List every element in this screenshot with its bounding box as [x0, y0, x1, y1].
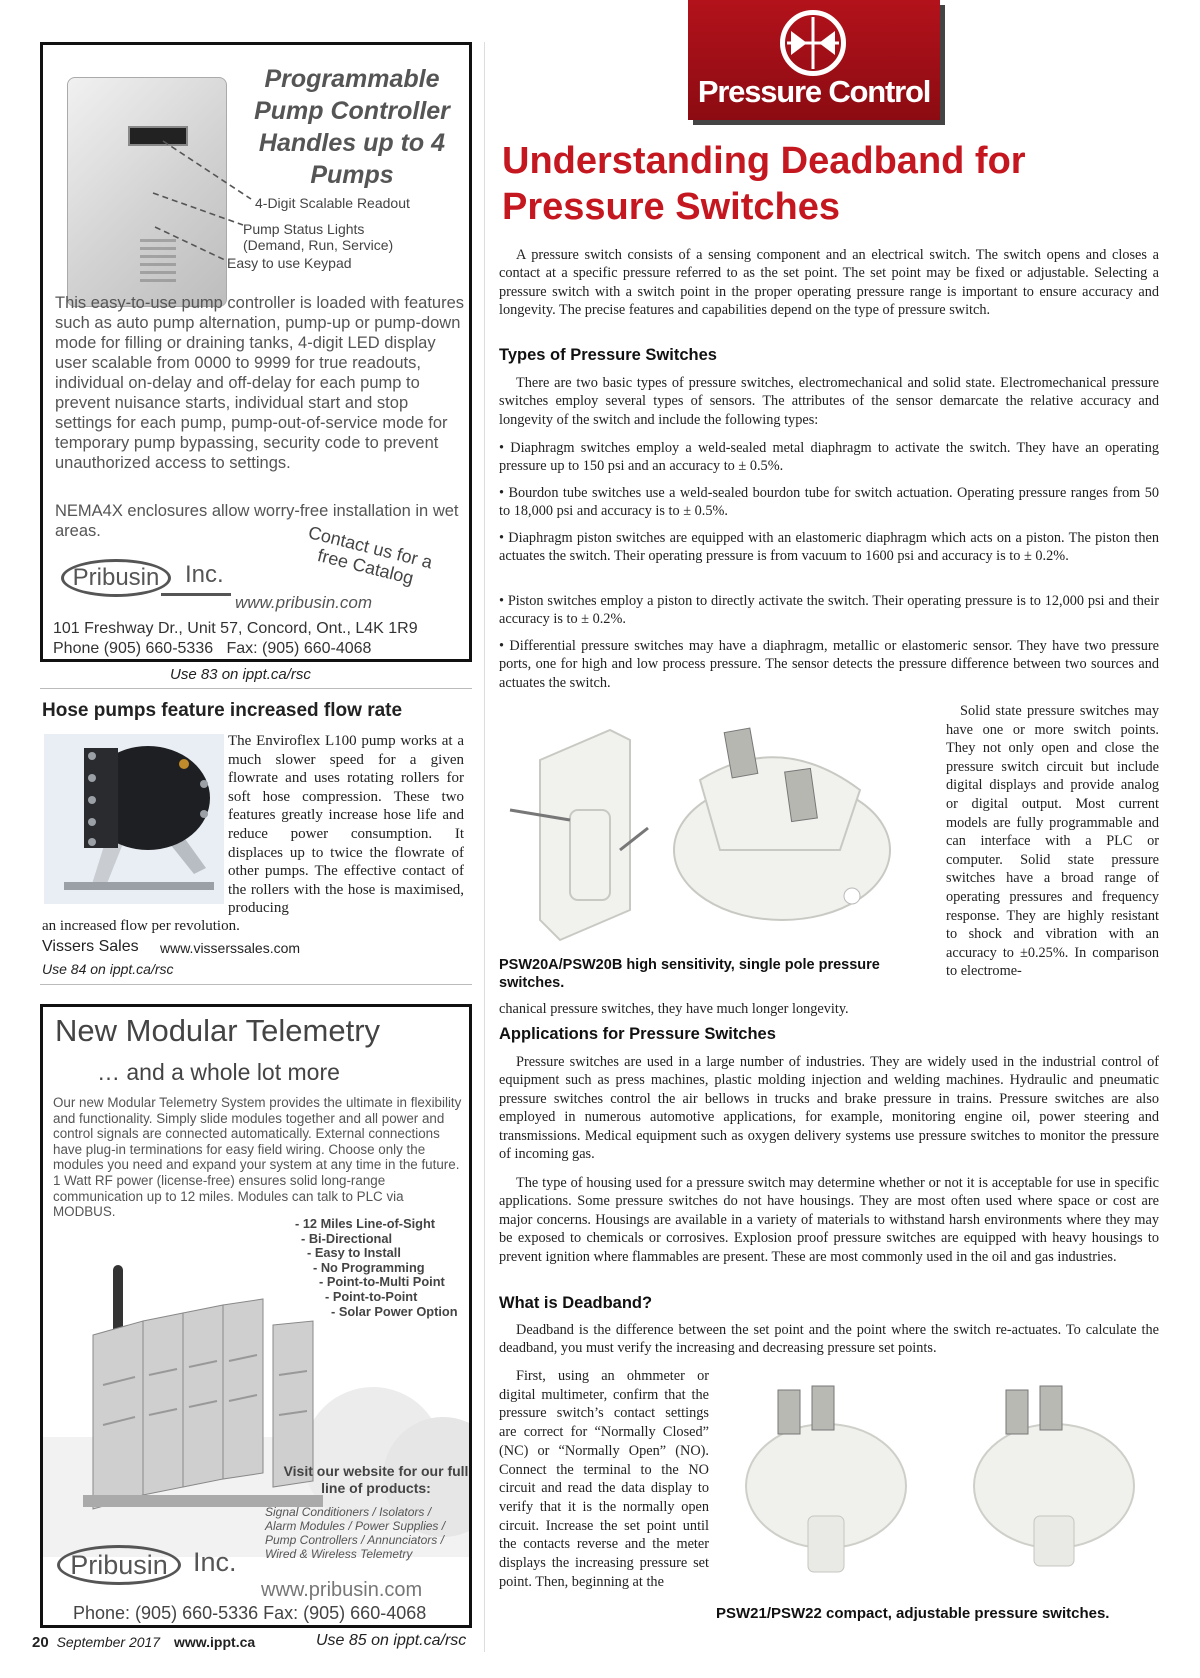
- telemetry-subtitle: … and a whole lot more: [97, 1059, 340, 1085]
- heading-types: Types of Pressure Switches: [499, 346, 717, 364]
- bullet-item: • Differential pressure switches may have a diaphragm, metallic or elastomeric sensor. They have two pressure ports, one for high and low process pressure. The sensor detects the pressure difference between two sources and actuates the switch.: [499, 638, 1159, 691]
- ad-nema: NEMA4X enclosures allow worry-free installation in wet areas.: [55, 502, 459, 540]
- pribusin-logo-suffix: Inc.: [185, 561, 224, 588]
- section-name: Pressure Control: [697, 74, 931, 109]
- ad-address: 101 Freshway Dr., Unit 57, Concord, Ont., L4K 1R9 Phone (905) 660-5336 Fax: (905) 660-4068: [53, 620, 418, 657]
- procedure-paragraph: First, using an ohmmeter or digital multimeter, confirm that the pressure switch’s contact settings are correct for “Normally Closed” (NC) or “Normally Open” (NO). Connect the terminal to the NO circuit and read the data display to verify that it is the normally open circuit. Increase the set point until the contacts reverse and the meter displays the increasing pressure set point. Then, beginning at the: [499, 1368, 709, 1590]
- feature-item: - No Programming: [313, 1259, 425, 1275]
- solid-state-continued: chanical pressure switches, they have much longer longevity.: [499, 1001, 849, 1017]
- feature-item: - Solar Power Option: [331, 1303, 458, 1319]
- housing-paragraph: The type of housing used for a pressure switch may determine whether or not it is acceptable for use in specific applications. Some pressure switches do not have housings. They are most often used where space or cost are major concerns. Housings are available in a variety of materials to withstand harsh environments where they may be exposed to chemicals or corrosives. Explosion proof pressure switches are equipped with heavy housings to prevent ignition where flammables are present. These are most commonly used in the oil and gas industries.: [499, 1175, 1159, 1265]
- ad-headline: Programmable Pump Controller Handles up to 4 Pumps: [254, 65, 450, 189]
- heading-applications: Applications for Pressure Switches: [499, 1025, 776, 1043]
- types-paragraph: There are two basic types of pressure switches, electromechanical and solid state. Electromechanical pressure switches employ several types of sensors. The attributes of the sensor demarcate the relative accuracy and longevity of the switch and include the following types:: [499, 375, 1159, 428]
- telemetry-visit: Visit our website for our full line of products:: [283, 1463, 469, 1496]
- feature-item: - Point-to-Multi Point: [319, 1274, 445, 1290]
- bullet-item: • Piston switches employ a piston to directly activate the switch. Their operating pressure is to 12,000 psi and their accuracy is to ± 0.2%.: [499, 593, 1159, 628]
- hose-title: Hose pumps feature increased flow rate: [42, 700, 403, 721]
- hose-text-end: an increased flow per revolution.: [42, 918, 240, 934]
- ad-website[interactable]: www.pribusin.com: [235, 593, 372, 612]
- hose-website[interactable]: www.visserssales.com: [160, 940, 301, 956]
- pump-controller-ad: [40, 42, 472, 662]
- psw21-image: [716, 1366, 1162, 1588]
- footer-website[interactable]: www.ippt.ca: [174, 1634, 256, 1650]
- solid-state-paragraph: Solid state pressure switches may have one or more switch points. They not only open and close the pressure switch circuit but include digital displays and provide analog or digital output. Most current models are fully programmable and can interface with a PLC or computer. Solid state pressure switches have a broad range of operating pressures and frequency response. They are highly resistant to shock and vibration with an accuracy to ±0.25%. In comparison to electrome-: [946, 703, 1159, 980]
- feature-item: - Point-to-Point: [325, 1288, 418, 1304]
- psw20-image: [500, 700, 920, 950]
- ad-body: This easy-to-use pump controller is loaded with features such as auto pump alternation, pump-up or pump-down mode for filling or draining tanks, 4-digit LED display user scalable from 0000 to 9999 for true readouts, individual on-delay and off-delay for each pump to prevent nuisance starts, individual start and stop settings for each pump, pump-out-of-service mode for temporary pump bypassing, security code to prevent unauthorized access to settings.: [55, 294, 465, 472]
- telemetry-phone: Phone: (905) 660-5336 Fax: (905) 660-4068: [73, 1603, 427, 1623]
- rsc-83[interactable]: Use 83 on ippt.ca/rsc: [170, 666, 311, 683]
- ad-fax: Fax: (905) 660-4068: [226, 640, 372, 657]
- page-number: 20: [32, 1634, 49, 1651]
- article-intro: A pressure switch consists of a sensing component and an electrical switch. The switch opens and closes a contact at a specific pressure referred to as the set point. The set point may be fixed or adjustable. Selecting a pressure switch with a switch point in the proper operating pressure range is important to ensure accuracy and longevity. The precise features and capabilities depend on the type of pressure switch.: [499, 247, 1159, 319]
- hose-pump-image: [44, 734, 224, 904]
- applications-paragraph: Pressure switches are used in a large number of industries. They are widely used in the industrial control of equipment such as press machines, plastic molding injection and welding machines. Hydraulic and pneumatic pressure switches control the air bellows in trucks and brake pressure in trains. Pressure switches are also employed in numerous automotive applications, for example, monitoring engine oil, power steering and transmissions. Medical equipment such as oxygen delivery systems use pressure switches to monitor the pressure of incoming gas.: [499, 1054, 1159, 1163]
- psw20-caption: PSW20A/PSW20B high sensitivity, single pole pressure switches.: [499, 957, 880, 991]
- heading-deadband: What is Deadband?: [499, 1294, 653, 1312]
- telemetry-ad: [40, 1004, 472, 1628]
- pribusin-logo: Pribusin: [61, 559, 171, 597]
- hose-text: The Enviroflex L100 pump works at a much slower speed for a given flowrate and uses rotating rollers for soft hose compression. These two features greatly increase hose life and reduce power consumption. It displaces up to twice the flowrate of other pumps. The effective contact of the rollers with the hose is maximised, producing: [228, 733, 464, 917]
- bullet-item: • Diaphragm piston switches are equipped with an elastomeric diaphragm which acts on a piston. The piston then actuates the switch. Their operating pressure is from vacuum to 1600 psi and accuracy is to ± 0.2%.: [499, 530, 1159, 565]
- psw21-caption: PSW21/PSW22 compact, adjustable pressure switches.: [716, 1605, 1110, 1622]
- feature-item: - 12 Miles Line-of-Sight: [295, 1216, 436, 1231]
- telemetry-title: New Modular Telemetry: [55, 1013, 381, 1048]
- bullet-item: • Bourdon tube switches use a weld-sealed bourdon tube for switch actuation. Operating pressure ranges from 50 to 18,000 psi and accuracy is to ± 0.5%.: [499, 485, 1159, 520]
- contact-catalog: Contact us for a free Catalog: [306, 522, 435, 589]
- telemetry-body: Our new Modular Telemetry System provides the ultimate in flexibility and functionality. Simply slide modules together and all power and control signals are connected automatically. External connections have plug-in terminations for easy field wiring. Choose only the modules you need and expand your system at any time in the future. 1 Watt RF power (license-free) ensures solid long-range communication up to 12 miles. Modules can talk to PLC via MODBUS.: [53, 1095, 462, 1220]
- feature-item: - Easy to Install: [307, 1245, 401, 1261]
- ad-phone: Phone (905) 660-5336: [53, 640, 214, 657]
- article-title: Understanding Deadband for Pressure Switches: [502, 140, 1026, 228]
- deadband-paragraph: Deadband is the difference between the set point and the point where the switch re-actuates. To calculate the deadband, you must verify the increasing and decreasing pressure set points.: [499, 1322, 1159, 1357]
- rsc-84[interactable]: Use 84 on ippt.ca/rsc: [42, 961, 174, 977]
- feature-item: - Bi-Directional: [301, 1230, 393, 1246]
- issue-date: September 2017: [56, 1634, 161, 1650]
- telemetry-website[interactable]: www.pribusin.com: [261, 1579, 423, 1601]
- callout-keypad: Easy to use Keypad: [227, 255, 352, 271]
- bullet-item: • Diaphragm switches employ a weld-sealed metal diaphragm to activate the switch. They have an operating pressure up to 150 psi and an accuracy to ± 0.5%.: [499, 440, 1159, 475]
- page-footer: [32, 1634, 255, 1651]
- callout-readout: 4-Digit Scalable Readout: [255, 195, 410, 211]
- hose-company: Vissers Sales: [42, 938, 139, 955]
- rsc-85[interactable]: Use 85 on ippt.ca/rsc: [316, 1632, 467, 1649]
- pribusin-logo: Pribusin: [57, 1545, 181, 1585]
- pressure-arrows-icon: [780, 10, 846, 76]
- telemetry-products: Signal Conditioners / Isolators / Alarm Modules / Power Supplies / Pump Controllers / Annunciators / Wired & Wireless Telemetry: [265, 1505, 446, 1561]
- callout-status-lights: Pump Status Lights (Demand, Run, Service): [243, 221, 394, 253]
- section-banner: [688, 0, 940, 120]
- pribusin-logo-suffix: Inc.: [193, 1547, 237, 1577]
